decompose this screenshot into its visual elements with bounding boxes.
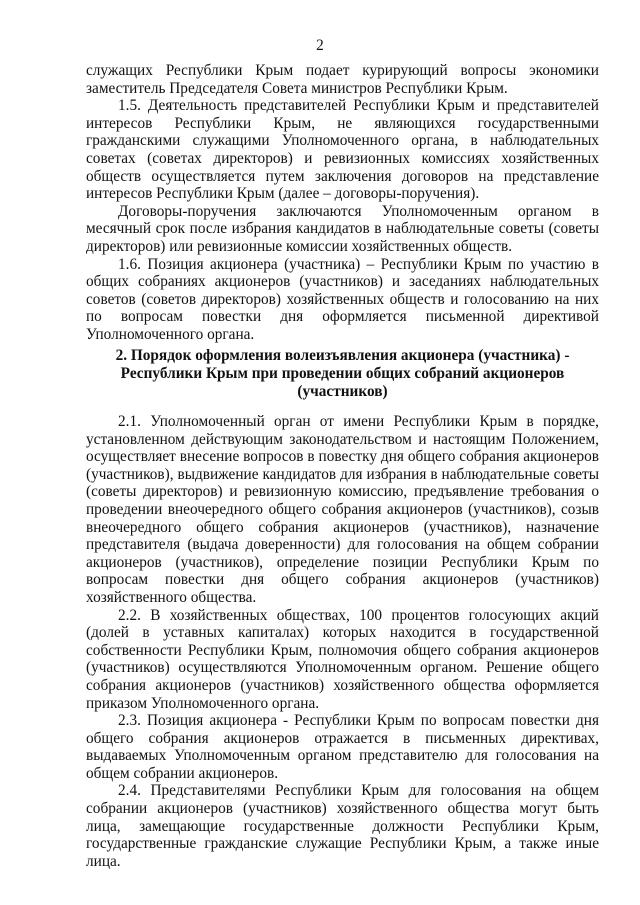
- paragraph-2-4: 2.4. Представителями Республики Крым для голосования на общем собрании акционеров (участников) хозяйственного общества могут быть лица, замещающие государственные должности Республики Крым, государственные гражданские служащие Республики Крым, а также иные лица.: [86, 782, 599, 870]
- section-1-continuation: [86, 62, 599, 344]
- page-number: 2: [316, 37, 324, 54]
- paragraph-contracts: Договоры-поручения заключаются Уполномоченным органом в месячный срок после избрания кандидатов в наблюдательные советы (советы директоров) или ревизионные комиссии хозяйственных обществ.: [86, 202, 599, 255]
- paragraph-2-3: 2.3. Позиция акционера - Республики Крым по вопросам повестки дня общего собрания акционеров отражается в письменных директивах, выдаваемых Уполномоченным органом представителю для голосования на общем собрании акционеров.: [86, 712, 599, 782]
- section-2-body: [86, 413, 599, 870]
- paragraph-2-1: 2.1. Уполномоченный орган от имени Республики Крым в порядке, установленном действующим законодательством и настоящим Положением, осуществляет внесение вопросов в повестку дня общего собрания акционеров (участников), выдвижение кандидатов для избрания в наблюдательные советы (советы директоров) и ревизионную комиссию, предъявление требования о проведении внеочередного общего собрания акционеров (участников), созыв внеочередного общего собрания акционеров (участников), назначение представителя (выдача доверенности) для голосования на общем собрании акционеров (участников), определение позиции Республики Крым по вопросам повестки дня общего собрания акционеров (участников) хозяйственного общества.: [86, 413, 599, 606]
- paragraph-1-5: 1.5. Деятельность представителей Республики Крым и представителей интересов Республики Крым, не являющихся государственными гражданскими служащими Уполномоченного органа, в наблюдательных советах (советах директоров) и ревизионных комиссиях хозяйственных обществ осуществляется путем заключения договоров на представление интересов Республики Крым (далее – договоры-поручения).: [86, 97, 599, 203]
- section-2-heading: 2. Порядок оформления волеизъявления акционера (участника) - Республики Крым при проведении общих собраний акционеров (участников): [115, 347, 570, 400]
- paragraph-1-4-continuation: служащих Республики Крым подает курирующий вопросы экономики заместитель Председателя Совета министров Республики Крым.: [86, 62, 599, 97]
- paragraph-1-6: 1.6. Позиция акционера (участника) – Республики Крым по участию в общих собраниях акционеров (участников) и заседаниях наблюдательных советов (советов директоров) хозяйственных обществ и голосованию на них по вопросам повестки дня оформляется письменной директивой Уполномоченного органа.: [86, 255, 599, 343]
- paragraph-2-2: 2.2. В хозяйственных обществах, 100 процентов голосующих акций (долей в уставных капиталах) которых находится в государственной собственности Республики Крым, полномочия общего собрания акционеров (участников) осуществляются Уполномоченным органом. Решение общего собрания акционеров (участников) хозяйственного общества оформляется приказом Уполномоченного органа.: [86, 606, 599, 712]
